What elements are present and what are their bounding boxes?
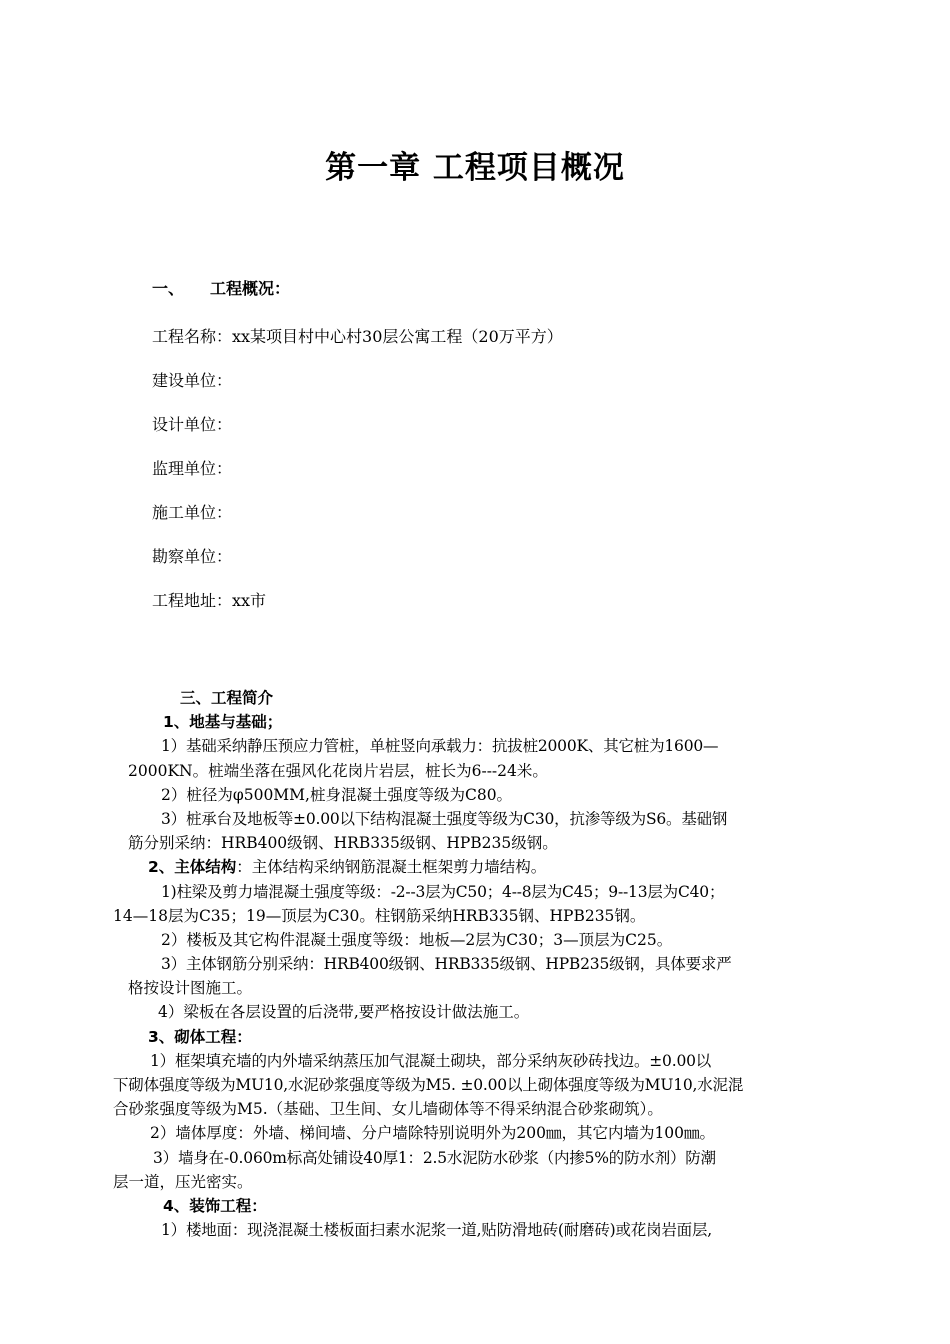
info-survey-unit: 勘察单位： <box>152 547 233 566</box>
masonry-paragraph-1-cont-1: 下砌体强度等级为MU10,水泥砂浆强度等级为M5. ±0.00以上砌体强度等级为MU10,水泥混 <box>113 1076 744 1094</box>
structure-paragraph-1-cont: 14—18层为C35；19—顶层为C30。柱钢筋采纳HRB335钢、HPB235钢。 <box>113 906 646 925</box>
foundation-paragraph-1: 1）基础采纳静压预应力管桩，单桩竖向承载力：抗拔桩2000K、其它桩为1600— <box>161 737 719 756</box>
structure-heading-text: ：主体结构采纳钢筋混凝土框架剪力墙结构。 <box>236 858 547 877</box>
structure-paragraph-4: 4）梁板在各层设置的后浇带,要严格按设计做法施工。 <box>158 1003 530 1022</box>
info-construction-unit: 建设单位： <box>152 371 233 390</box>
structure-paragraph-3-cont: 格按设计图施工。 <box>128 979 253 998</box>
foundation-paragraph-1-cont: 2000KN。桩端坐落在强风化花岗片岩层，桩长为6---24米。 <box>128 761 548 780</box>
masonry-paragraph-3: 3）墙身在-0.060m标高处铺设40厚1：2.5水泥防水砂浆（内掺5%的防水剂）防潮 <box>153 1148 716 1167</box>
decoration-heading: 4、装饰工程： <box>163 1196 267 1215</box>
decoration-paragraph-1: 1）楼地面：现浇混凝土楼板面扫素水泥浆一道,贴防滑地砖(耐磨砖)或花岗岩面层, <box>161 1221 713 1240</box>
info-project-address: 工程地址：xx市 <box>152 591 267 610</box>
foundation-paragraph-3-cont: 筋分别采纳：HRB400级钢、HRB335级钢、HPB235级钢。 <box>128 834 558 853</box>
info-builder-unit: 施工单位： <box>152 503 233 522</box>
section-label: 工程概况： <box>210 279 291 298</box>
structure-heading-line <box>113 855 865 879</box>
section-overview-heading <box>152 276 290 299</box>
masonry-paragraph-1: 1）框架填充墙的内外墙采纳蒸压加气混凝土砌块，部分采纳灰砂砖找边。±0.00以 <box>150 1051 712 1070</box>
project-introduction <box>113 686 865 1242</box>
structure-paragraph-1: 1)柱梁及剪力墙混凝土强度等级：-2--3层为C50；4--8层为C45；9--13层为C40； <box>161 882 725 901</box>
chapter-title: 第一章 工程项目概况 <box>325 150 625 186</box>
structure-heading: 2、主体结构 <box>148 858 237 877</box>
foundation-heading: 1、地基与基础； <box>163 713 283 732</box>
info-design-unit: 设计单位： <box>152 415 233 434</box>
section-number: 一、 <box>152 279 185 298</box>
section-intro-heading: 三、工程简介 <box>180 689 274 707</box>
masonry-paragraph-3-cont: 层一道，压光密实。 <box>113 1172 253 1191</box>
structure-paragraph-2: 2）楼板及其它构件混凝土强度等级：地板—2层为C30；3—顶层为C25。 <box>161 930 673 949</box>
info-supervision-unit: 监理单位： <box>152 459 233 478</box>
foundation-paragraph-2: 2）桩径为φ500MM,桩身混凝土强度等级为C80。 <box>161 785 513 804</box>
masonry-paragraph-1-cont-2: 合砂浆强度等级为M5.（基础、卫生间、女儿墙砌体等不得采纳混合砂浆砌筑）。 <box>113 1100 663 1119</box>
structure-paragraph-3: 3）主体钢筋分别采纳：HRB400级钢、HRB335级钢、HPB235级钢，具体要求严 <box>161 955 732 974</box>
foundation-paragraph-3: 3）桩承台及地板等±0.00以下结构混凝土强度等级为C30，抗渗等级为S6。基础钢 <box>161 809 728 828</box>
info-project-name: 工程名称：xx某项目村中心村30层公寓工程（20万平方） <box>152 327 563 346</box>
masonry-paragraph-2: 2）墙体厚度：外墙、梯间墙、分户墙除特别说明外为200㎜，其它内墙为100㎜。 <box>150 1124 716 1143</box>
masonry-heading: 3、砌体工程： <box>148 1027 252 1046</box>
